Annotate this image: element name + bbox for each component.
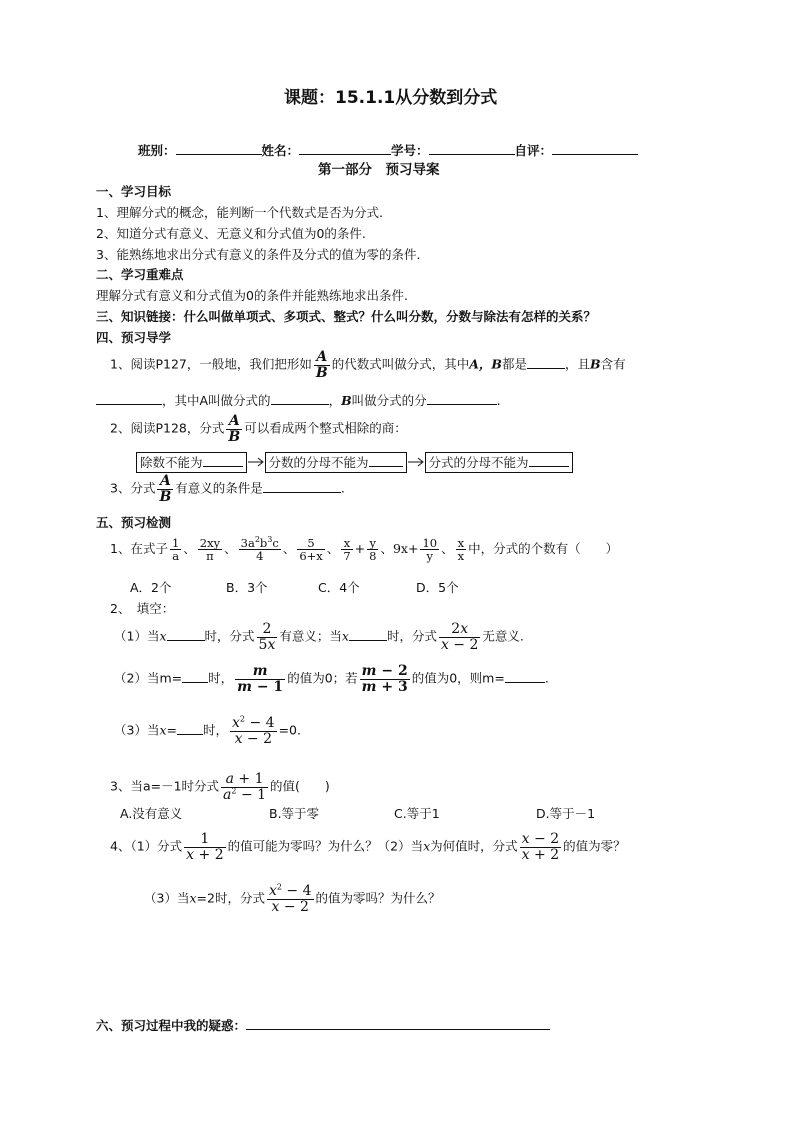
arrow-right-icon — [247, 457, 265, 467]
guide-q3-line: 3、分式 $\frac{A}{B}$ 有意义的条件是 . — [110, 473, 345, 505]
option-b[interactable]: B．3个 — [226, 580, 268, 595]
id-blank[interactable] — [429, 142, 515, 155]
fraction: $\frac{x}{x}$ — [457, 536, 465, 564]
fraction: $\frac{5}{6+x}$ — [299, 536, 323, 564]
arrow-right-icon — [407, 457, 425, 467]
fraction: $\frac{2x}{x - 2}$ — [440, 621, 479, 653]
info-line — [138, 142, 638, 159]
fraction: $\frac{x^2 - 4}{x - 2}$ — [268, 882, 312, 915]
answer-blank[interactable] — [271, 392, 329, 405]
fraction: $\frac{3a^2b^3c}{4}$ — [240, 535, 279, 564]
fraction: $\frac{x}{7}$ — [343, 536, 351, 564]
check-q3-line: 3、当a=－1时分式 $\frac{a + 1}{a^2 - 1}$ 的值( ) — [110, 771, 330, 803]
class-label: 班别： — [138, 143, 176, 158]
class-blank[interactable] — [176, 142, 262, 155]
fraction: $\frac{2xy}{\pi}$ — [199, 536, 221, 564]
option-a[interactable]: A.没有意义 — [120, 806, 183, 821]
id-label: 学号： — [391, 143, 429, 158]
option-a[interactable]: A．2个 — [130, 580, 172, 595]
option-d[interactable]: D.等于－1 — [536, 806, 596, 821]
doubt-blank[interactable] — [246, 1017, 550, 1030]
section-6-line — [96, 1017, 550, 1034]
answer-blank[interactable] — [263, 480, 341, 493]
page-title: 课题：15.1.1从分数到分式 — [284, 88, 498, 108]
check-q2-heading: 2、 填空： — [110, 601, 175, 616]
part-heading: 第一部分 预习导案 — [318, 162, 440, 178]
goal-item-1: 1、理解分式的概念，能判断一个代数式是否为分式. — [96, 205, 383, 220]
section-1-heading: 一、学习目标 — [96, 184, 172, 199]
answer-blank[interactable] — [182, 670, 208, 683]
eval-blank[interactable] — [552, 142, 638, 155]
section-3-text: 三、知识链接：什么叫做单项式、多项式、整式？什么叫分数，分数与除法有怎样的关系？ — [96, 309, 597, 324]
fraction: $\frac{1}{x + 2}$ — [186, 831, 224, 863]
eval-label: 自评： — [514, 143, 553, 158]
check-q2-1-line: （1）当x 时，分式 $\frac{2}{5x}$ 有意义；当x 时，分式 $\frac{2x}{x - 2}$ 无意义. — [114, 621, 524, 653]
check-q1-line: 1、在式子 $\frac{1}{a}$ 、 $\frac{2xy}{\pi}$ 、 $\frac{3a^2b^3c}{4}$ 、 $\frac{5}{6+x}$ 、 $\frac{x}{7}$ + $\frac{y}{8}$ 、9x+ $\frac{10}{y}$ 、 $\frac{x}{x}$ 中，分式的个数有（ ） — [110, 535, 619, 564]
goal-item-2: 2、知道分式有意义、无意义和分式值为0的条件. — [96, 226, 366, 241]
fraction-a-over-b: $\frac{A}{B}$ — [159, 473, 172, 505]
section-5-heading: 五、预习检测 — [96, 515, 172, 530]
section-2-text: 理解分式有意义和分式值为0的条件并能熟练地求出条件. — [96, 288, 408, 303]
flow-box-1: 除数不能为 — [136, 452, 247, 473]
guide-q1-line2: ，其中A叫做分式的 ，B叫做分式的分 . — [96, 392, 501, 409]
name-blank[interactable] — [299, 142, 391, 155]
guide-q1-line1: 1、阅读P127，一般地，我们把形如 $\frac{A}{B}$ 的代数式叫做分式，其中A，B都是 ，且B含有 — [110, 349, 626, 381]
check-q4-line2: （3）当x=2时，分式 $\frac{x^2 - 4}{x - 2}$ 的值为零吗？为什么？ — [144, 882, 441, 915]
check-q3-options — [120, 806, 595, 822]
fraction: $\frac{m - 2}{m + 3}$ — [361, 663, 408, 695]
answer-blank[interactable] — [527, 356, 565, 369]
guide-q2-line: 2、阅读P128，分式 $\frac{A}{B}$ 可以看成两个整式相除的商： — [110, 413, 407, 445]
answer-blank[interactable] — [96, 392, 162, 405]
option-c[interactable]: C．4个 — [318, 580, 360, 595]
section-6-heading: 六、预习过程中我的疑惑： — [96, 1018, 247, 1033]
answer-blank[interactable] — [349, 628, 387, 641]
answer-blank[interactable] — [167, 628, 205, 641]
check-q4-line1: 4、（1）分式 $\frac{1}{x + 2}$ 的值可能为零吗？为什么？（2）当x为何值时，分式 $\frac{x - 2}{x + 2}$ 的值为零？ — [110, 831, 626, 863]
answer-blank[interactable] — [427, 392, 497, 405]
name-label: 姓名： — [261, 143, 300, 158]
section-2-heading: 二、学习重难点 — [96, 267, 184, 282]
section-4-heading: 四、预习导学 — [96, 330, 172, 345]
answer-blank[interactable] — [177, 722, 203, 735]
option-c[interactable]: C.等于1 — [394, 806, 440, 821]
check-q1-options — [130, 580, 459, 596]
fraction: $\frac{10}{y}$ — [422, 536, 438, 564]
check-q2-2-line: （2）当m= 时， $\frac{m}{m - 1}$ 的值为0；若 $\frac{m - 2}{m + 3}$ 的值为0，则m= . — [114, 663, 549, 695]
answer-blank[interactable] — [505, 670, 545, 683]
check-q2-3-line: （3）当x= 时， $\frac{x^2 - 4}{x - 2}$ =0. — [114, 714, 301, 747]
fraction: $\frac{x^2 - 4}{x - 2}$ — [232, 714, 275, 747]
option-b[interactable]: B.等于零 — [269, 806, 320, 821]
goal-item-3: 3、能熟练地求出分式有意义的条件及分式的值为零的条件. — [96, 247, 421, 262]
flow-box-2: 分数的分母不能为 — [265, 452, 407, 473]
fraction: $\frac{1}{a}$ — [171, 536, 180, 564]
fraction: $\frac{x - 2}{x + 2}$ — [521, 831, 560, 863]
flow-box-3: 分式的分母不能为 — [425, 452, 573, 473]
fraction: $\frac{m}{m - 1}$ — [237, 663, 284, 695]
fraction: $\frac{2}{5x}$ — [258, 621, 276, 653]
fraction-a-over-b: $\frac{A}{B}$ — [228, 413, 241, 445]
fraction: $\frac{y}{8}$ — [369, 536, 377, 564]
flow-boxes — [136, 452, 573, 473]
option-d[interactable]: D．5个 — [416, 580, 459, 595]
fraction: $\frac{a + 1}{a^2 - 1}$ — [223, 771, 267, 803]
fraction-a-over-b: $\frac{A}{B}$ — [315, 349, 328, 381]
